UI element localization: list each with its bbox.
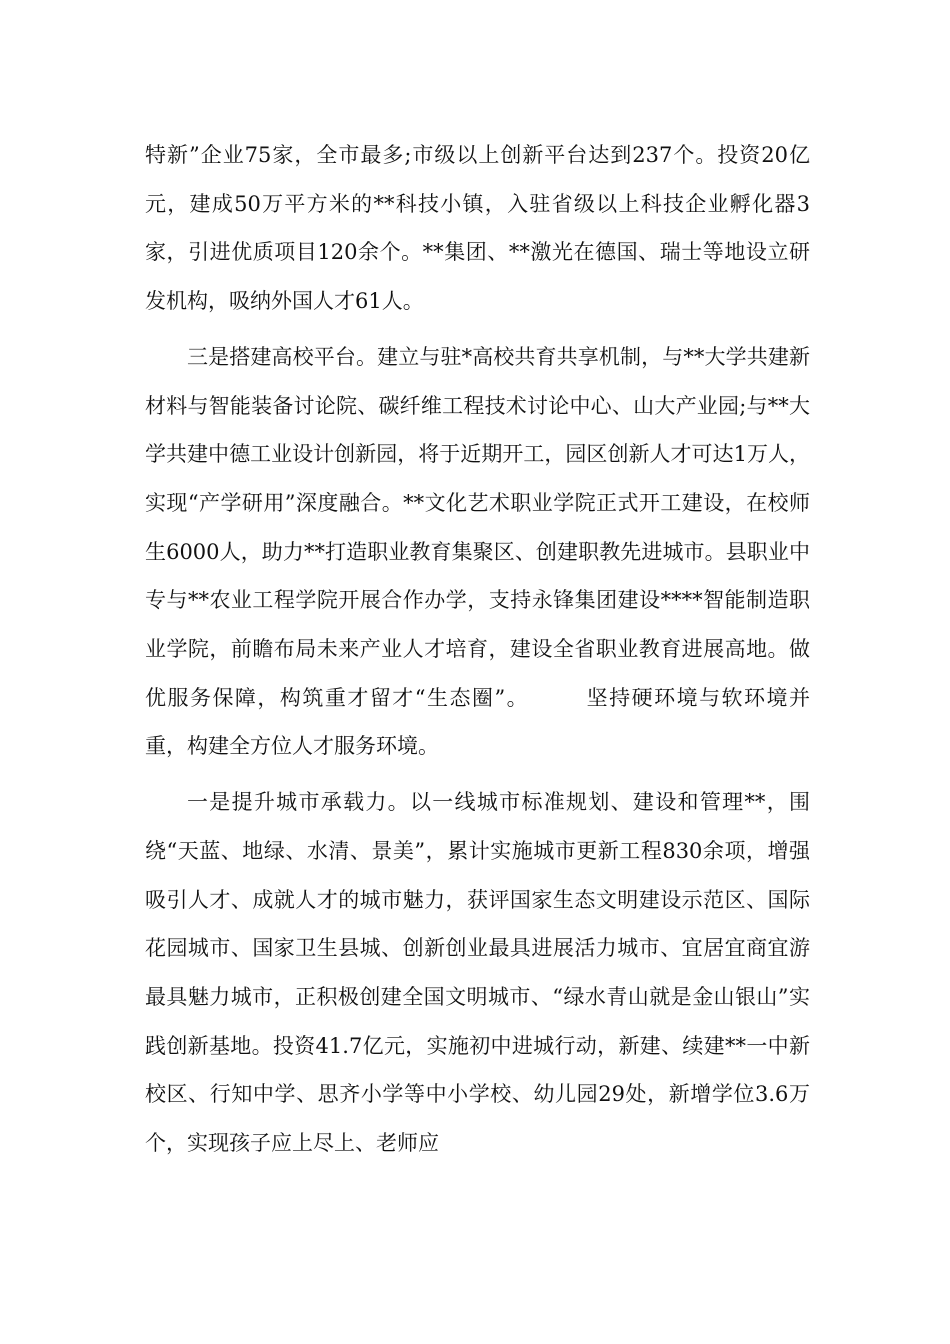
- document-body: [145, 131, 810, 1168]
- paragraph-3-text: 一是提升城市承载力。以一线城市标准规划、建设和管理**，围绕“天蓝、地绿、水清、景美”，累计实施城市更新工程830余项，增强吸引人才、成就人才的城市魅力，获评国家生态文明建设示范区、国际花园城市、国家卫生县城、创新创业最具进展活力城市、宜居宜商宜游最具魅力城市，正积极创建全国文明城市、“绿水青山就是金山银山”实践创新基地。投资41.7亿元，实施初中进城行动，新建、续建**一中新校区、行知中学、思齐小学等中小学校、幼儿园29处，新增学位3.6万个，实现孩子应上尽上、老师应: [145, 790, 810, 1156]
- paragraph-3: [145, 778, 810, 1168]
- paragraph-2-text-a: 三是搭建高校平台。建立与驻*高校共育共享机制，与**大学共建新材料与智能装备讨论院、碳纤维工程技术讨论中心、山大产业园;与**大学共建中德工业设计创新园，将于近期开工，园区创新人才可达1万人，实现“产学研用”深度融合。**文化艺术职业学院正式开工建设，在校师生6000人，助力**打造职业教育集聚区、创建职教先进城市。县职业中专与**农业工程学院开展合作办学，支持永锋集团建设****智能制造职业学院，前瞻布局未来产业人才培育，建设全省职业教育进展高地。做优服务保障，构筑重才留才“生态圈”。: [145, 344, 810, 710]
- paragraph-1-text: 特新”企业75家，全市最多;市级以上创新平台达到237个。投资20亿元，建成50万平方米的**科技小镇，入驻省级以上科技企业孵化器3家，引进优质项目120余个。**集团、**激光在德国、瑞士等地设立研发机构，吸纳外国人才61人。: [145, 143, 810, 314]
- paragraph-2: [145, 333, 810, 771]
- paragraph-1: [145, 131, 810, 326]
- paragraph-2-text-b: 坚持硬环境与软环境并重，构建全方位人才服务环境。: [145, 685, 810, 759]
